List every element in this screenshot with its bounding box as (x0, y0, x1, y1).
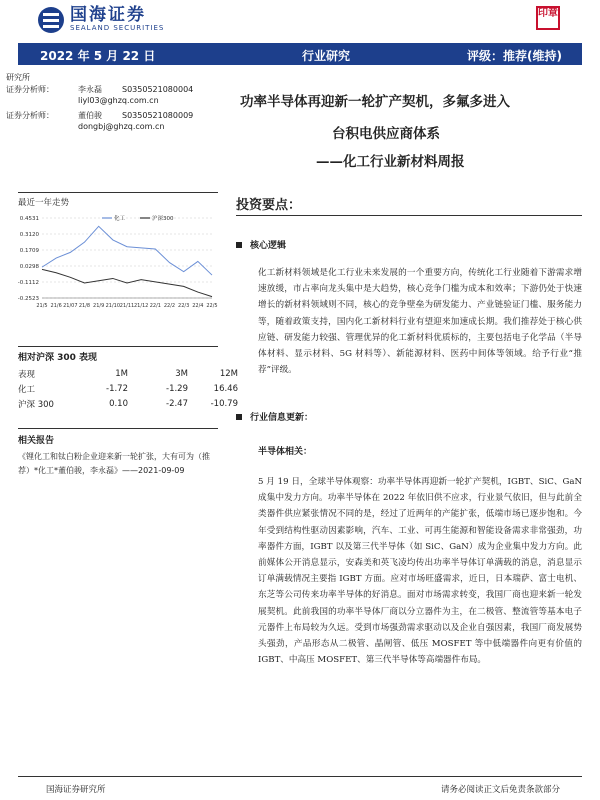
industry-news-title: 行业信息更新： (250, 413, 314, 423)
semi-title: 半导体相关： (258, 447, 313, 457)
y-tick-label: 0.1709 (19, 248, 39, 254)
x-tick-label: 21/8 (78, 303, 91, 309)
x-tick-label: 21/6 (50, 303, 62, 309)
legend-label: 化工 (114, 216, 126, 222)
table-row (18, 381, 238, 396)
logo-mark-icon (38, 7, 64, 33)
footer-left: 国海证券研究所 (46, 785, 106, 795)
table-cell: 化工 (18, 384, 36, 395)
report-title-line1: 功率半导体再迎新一轮扩产契机，多氟多进入 (240, 94, 510, 110)
bullet-square-icon (236, 414, 242, 420)
trend-label: 最近一年走势 (18, 198, 70, 208)
bullet-square-icon (236, 242, 242, 248)
analyst-name: 董伯骏 (78, 110, 102, 120)
x-tick-label: 22/2 (163, 303, 176, 309)
table-cell: -10.79 (210, 398, 238, 409)
x-tick-label: 22/1 (149, 303, 161, 309)
table-cell: -1.72 (106, 383, 128, 394)
y-tick-label: 0.3120 (19, 232, 39, 238)
table-header-row (18, 366, 238, 381)
core-logic-heading (236, 238, 286, 251)
table-cell: -1.29 (166, 383, 188, 394)
table-header: 12M (219, 368, 238, 379)
semi-heading (258, 444, 312, 457)
analyst-code: S0350521080009 (122, 110, 194, 120)
key-points-title: 投资要点： (236, 198, 302, 213)
x-tick-label: 21/9 (93, 303, 105, 309)
table-header: 表现 (18, 369, 36, 380)
x-tick-label: 22/5 (206, 303, 218, 309)
divider (18, 428, 218, 429)
y-tick-label: 0.4531 (19, 216, 39, 222)
series-line-0 (42, 226, 212, 275)
analyst-info (6, 72, 231, 136)
divider (18, 346, 218, 347)
core-logic-paragraph: 化工新材料领域是化工行业未来发展的一个重要方向，传统化工行业随着下游需求增速放缓，市占率向龙头集中是大趋势，核心竞争门槛为成本和效率；下游仍处于快速增长的新材料领域则不同，核心的竞争壁垒为研发能力、产业链验证门槛、服务能力等，随着政策支持，国内化工新材料行业有望迎来加速成长期。我们推荐处于核心供应链、研发能力较强、管理优异的化工新材料优质标的，主要包括电子化学品（半导体材料、显示材料、5G 材料等）、新能源材料、医药中间体等领域。给予行业“推荐”评级。 (258, 268, 582, 376)
report-title-line2: 台积电供应商体系 (332, 126, 440, 142)
related-report-item[interactable]: 《锂化工和钛白粉企业迎来新一轮扩张，大有可为（推荐）*化工*董伯骏，李永磊》——2021-09-09 (18, 452, 210, 475)
analyst-email[interactable]: dongbj@ghzq.com.cn (78, 122, 165, 131)
table-cell: 16.46 (213, 383, 238, 394)
logo-cn-text: 国海证券 (70, 5, 146, 25)
x-tick-label: 21/5 (36, 303, 48, 309)
table-cell: 0.10 (109, 398, 128, 409)
report-rating: 评级：推荐(维持) (467, 49, 562, 63)
performance-title: 相对沪深 300 表现 (18, 353, 98, 363)
analyst-role: 证券分析师： (6, 84, 54, 94)
x-tick-label: 21/11 (119, 303, 135, 309)
x-tick-label: 21/12 (133, 303, 149, 309)
report-date: 2022 年 5 月 22 日 (40, 49, 156, 63)
x-tick-label: 22/4 (192, 303, 204, 309)
table-row (18, 396, 238, 411)
y-tick-label: -0.1112 (17, 280, 39, 286)
performance-table (18, 366, 238, 411)
analyst-entry (6, 110, 231, 133)
table-cell: 沪深 300 (18, 399, 54, 410)
table-header: 1M (115, 368, 128, 379)
analyst-name: 李永磊 (78, 84, 102, 94)
related-reports-title: 相关报告 (18, 436, 55, 446)
industry-news-heading (236, 410, 313, 423)
analyst-email[interactable]: liyl03@ghzq.com.cn (78, 96, 159, 105)
y-tick-label: -0.2523 (17, 296, 39, 302)
table-header: 3M (175, 368, 188, 379)
analyst-entry (6, 84, 231, 107)
divider (18, 192, 218, 193)
x-tick-label: 21/10 (105, 303, 121, 309)
series-line-1 (42, 269, 212, 296)
table-cell: -2.47 (166, 398, 188, 409)
seal-stamp-icon: 印章 (536, 6, 560, 30)
report-subtitle: ——化工行业新材料周报 (316, 154, 465, 170)
company-logo (38, 6, 164, 33)
researcher-label: 研究所 (6, 73, 30, 82)
footer-divider (18, 776, 582, 777)
semi-paragraph: 5 月 19 日，全球半导体观察：功率半导体再迎新一轮扩产契机，IGBT、SiC、GaN 成集中发力方向。功率半导体在 2022 年依旧供不应求，行业景气依旧，但与此前全类器件供应紧张情况不同的是，经过了近两年的产能扩张，低端市场已逐步饱和。今年受到结构性驱动因素影响，汽车、工业、可再生能源和智能设备需求非常强劲，功率器件方面，IGBT 以及第三代半导体（如 SiC、GaN）成为企业集中发力方向。此前媒体公开消息显示，安森美和英飞凌均传出功率半导体订单满载的消息，消息显示订单满载情况主要指 IGBT 方面。应对市场旺盛需求，近日，日本瑞萨、富士电机、东芝等公司传来功率半导体的好消息。面对市场需求转变，我国厂商也迎来新一轮发展契机。此前我国的功率半导体厂商以分立器件为主，在二极管、整流管等基本电子元器件上布局较为久远。受到市场强劲需求驱动以及企业自强因素，我国厂商发展势头强劲，产品形态从二极管、晶闸管、低压 MOSFET 等中低端器件向更有价值的 IGBT、中高压 MOSFET、第三代半导体等高端器件布局。 (258, 477, 582, 666)
analyst-role: 证券分析师： (6, 110, 54, 120)
x-tick-label: 22/3 (178, 303, 190, 309)
divider (236, 215, 582, 216)
report-category: 行业研究 (302, 49, 351, 63)
trend-chart (12, 210, 220, 314)
logo-en-text: SEALAND SECURITIES (70, 24, 165, 32)
y-tick-label: 0.0298 (19, 264, 39, 270)
core-logic-title: 核心逻辑 (250, 241, 287, 251)
footer-disclaimer: 请务必阅读正文后免责条款部分 (440, 785, 560, 795)
analyst-code: S0350521080004 (122, 84, 194, 94)
header-bar (18, 43, 582, 65)
legend-label: 沪深300 (152, 216, 174, 222)
x-tick-label: 21/07 (63, 303, 78, 309)
